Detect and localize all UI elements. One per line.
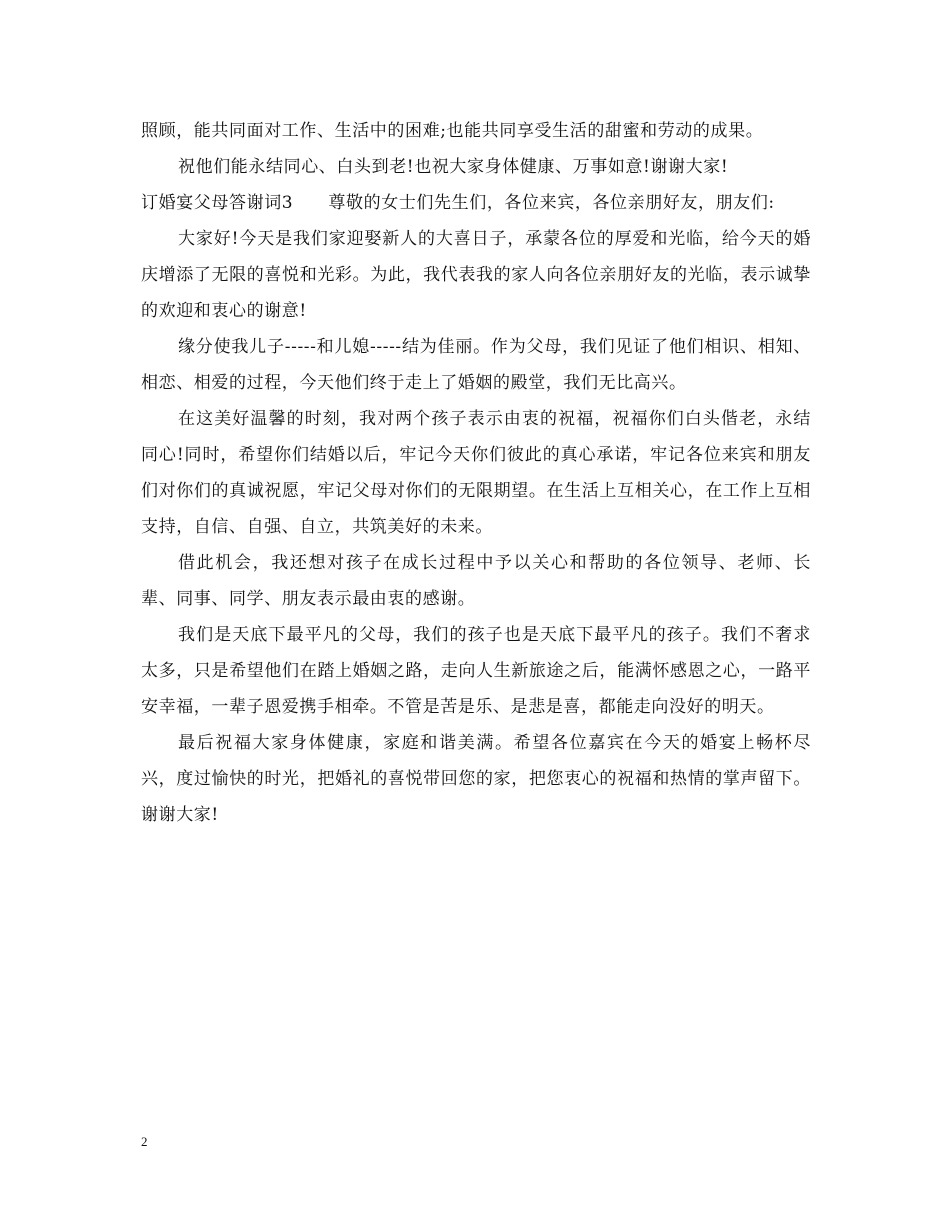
paragraph-9: 最后祝福大家身体健康，家庭和谐美满。希望各位嘉宾在今天的婚宴上畅杯尽兴，度过愉快的时光，把婚礼的喜悦带回您的家，把您衷心的祝福和热情的掌声留下。谢谢大家! <box>141 733 811 825</box>
paragraph-6: 在这美好温馨的时刻，我对两个孩子表示由衷的祝福，祝福你们白头偕老，永结同心!同时，希望你们结婚以后，牢记今天你们彼此的真心承诺，牢记各位来宾和朋友们对你们的真诚祝愿，牢记父母对你们的无限期望。在生活上互相关心，在工作上互相支持，自信、自强、自立，共筑美好的未来。 <box>141 409 811 537</box>
paragraph-8: 我们是天底下最平凡的父母，我们的孩子也是天底下最平凡的孩子。我们不奢求太多，只是希望他们在踏上婚姻之路，走向人生新旅途之后，能满怀感恩之心，一路平安幸福，一辈子恩爱携手相牵。不管是苦是乐、是悲是喜，都能走向没好的明天。 <box>141 625 811 717</box>
paragraph-1: 照顾，能共同面对工作、生活中的困难;也能共同享受生活的甜蜜和劳动的成果。 <box>141 121 764 141</box>
section-heading-line: 订婚宴父母答谢词3 尊敬的女士们先生们，各位来宾，各位亲朋好友，朋友们: <box>141 193 775 213</box>
paragraph-7: 借此机会，我还想对孩子在成长过程中予以关心和帮助的各位领导、老师、长辈、同事、同学、朋友表示最由衷的感谢。 <box>141 553 811 609</box>
paragraph-5: 缘分使我儿子-----和儿媳-----结为佳丽。作为父母，我们见证了他们相识、相知、相恋、相爱的过程，今天他们终于走上了婚姻的殿堂，我们无比高兴。 <box>141 337 811 393</box>
page-number: 2 <box>141 1134 148 1149</box>
document-body <box>141 113 811 833</box>
paragraph-2: 祝他们能永结同心、白头到老!也祝大家身体健康、万事如意!谢谢大家! <box>178 157 729 177</box>
paragraph-4: 大家好!今天是我们家迎娶新人的大喜日子，承蒙各位的厚爱和光临，给今天的婚庆增添了无限的喜悦和光彩。为此，我代表我的家人向各位亲朋好友的光临，表示诚挚的欢迎和衷心的谢意! <box>141 229 811 321</box>
